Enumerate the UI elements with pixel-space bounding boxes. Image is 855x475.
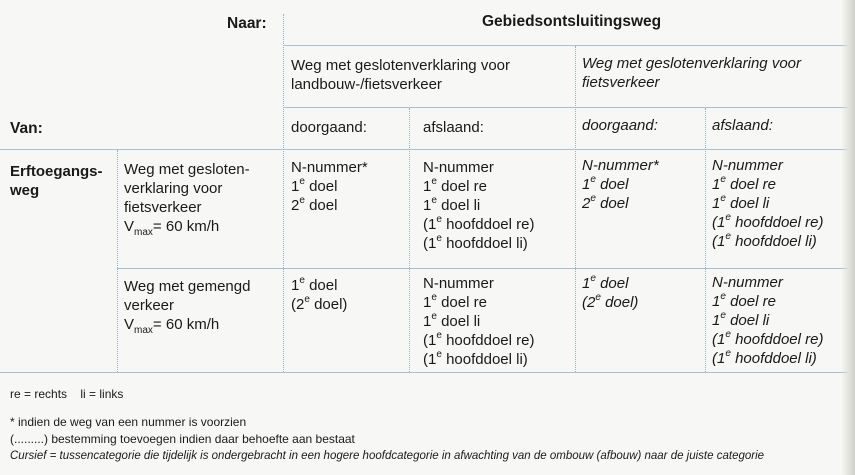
cell-line: (2e doel) (291, 294, 348, 313)
divider-under-subcols (0, 149, 855, 150)
divider-vertical-main (283, 14, 284, 372)
cell-line: 1e doel re (712, 174, 776, 193)
cell-line: 1e doel (291, 275, 338, 294)
cell-line: 2e doel (291, 195, 338, 214)
divider-vertical-group (575, 46, 576, 372)
naar-label: Naar: (227, 15, 267, 32)
row-group-header: Erftoegangs- weg (10, 163, 103, 199)
cell-r2-c2 (423, 274, 534, 369)
divider-vertical-sub2 (705, 108, 706, 372)
cell-line: N-nummer (712, 157, 783, 174)
footnote-dots: (.........) bestemming toevoegen indien daar behoefte aan bestaat (10, 432, 355, 446)
cell-r2-c3 (582, 274, 638, 312)
cell-line: (1e hoofddoel re) (712, 329, 824, 348)
cell-r2-c1 (291, 276, 347, 314)
cell-line: N-nummer* (582, 157, 659, 174)
cell-line: N-nummer* (291, 159, 368, 176)
footnote-asterisk: * indien de weg van een nummer is voorzien (10, 415, 247, 429)
cell-line: 1e doel (582, 174, 629, 193)
subcol-doorgaand-1: doorgaand: (291, 119, 367, 136)
cell-line: 1e doel li (712, 193, 770, 212)
cell-line: (1e hoofddoel re) (423, 330, 535, 349)
page-edge-shadow (841, 0, 855, 475)
column-group-1: Weg met geslotenverklaring voor landbouw-/fietsverkeer (291, 57, 510, 93)
cell-line: 1e doel li (712, 310, 770, 329)
cell-line: 1e doel li (423, 195, 481, 214)
cell-line: (2e doel) (582, 292, 639, 311)
cell-line: 1e doel re (712, 291, 776, 310)
cell-line: (1e hoofddoel re) (712, 212, 824, 231)
divider-between-rows (117, 268, 855, 269)
row-1-vmax: $V_{max}= 60$ km/h (124, 218, 220, 238)
van-label: Van: (10, 120, 43, 137)
cell-line: 1e doel (291, 176, 338, 195)
divider-under-groups (283, 107, 855, 108)
row-2-label: Weg met gemengd verkeer $V_{max}= 60$ km/h (124, 278, 251, 336)
cell-line: (1e hoofddoel li) (712, 348, 817, 367)
row-2-vmax: $V_{max}= 60$ km/h (124, 316, 220, 336)
divider-table-bottom (0, 372, 855, 373)
cell-r1-c2 (423, 158, 534, 253)
row-1-label: Weg met gesloten- verklaring voor fietsverkeer $V_{max}= 60$ km/h (124, 161, 250, 238)
subcol-afslaand-2: afslaand: (712, 117, 773, 134)
cell-line: 1e doel re (423, 292, 487, 311)
cell-line: (1e hoofddoel li) (423, 349, 528, 368)
cell-line: (1e hoofddoel re) (423, 214, 535, 233)
cell-line: (1e hoofddoel li) (712, 231, 817, 250)
cell-line: 1e doel li (423, 311, 481, 330)
cell-r1-c1 (291, 158, 368, 215)
cell-line: (1e hoofddoel li) (423, 233, 528, 252)
cell-line: 2e doel (582, 193, 629, 212)
cell-r1-c4 (712, 156, 823, 251)
subcol-doorgaand-2: doorgaand: (582, 117, 658, 134)
divider-under-category (283, 45, 855, 46)
footnote-cursief: Cursief = tussencategorie die tijdelijk is ondergebracht in een hogere hoofdcategorie in afwachting van de ombouw (afbouw) naar de juiste categorie (10, 450, 765, 462)
divider-vertical-sub1 (409, 108, 410, 372)
cell-line: 1e doel (582, 273, 629, 292)
subcol-afslaand-1: afslaand: (423, 119, 484, 136)
cell-r2-c4 (712, 273, 823, 368)
category-title: Gebiedsontsluitingsweg (482, 13, 662, 30)
footnote-abbreviations: re = rechts li = links (10, 387, 124, 401)
cell-line: N-nummer (712, 274, 783, 291)
cell-r1-c3 (582, 156, 659, 213)
cell-line: 1e doel re (423, 176, 487, 195)
divider-vertical-rowlabel (117, 150, 118, 372)
column-group-2: Weg met geslotenverklaring voor fietsverkeer (582, 55, 801, 91)
cell-line: N-nummer (423, 275, 494, 292)
cell-line: N-nummer (423, 159, 494, 176)
